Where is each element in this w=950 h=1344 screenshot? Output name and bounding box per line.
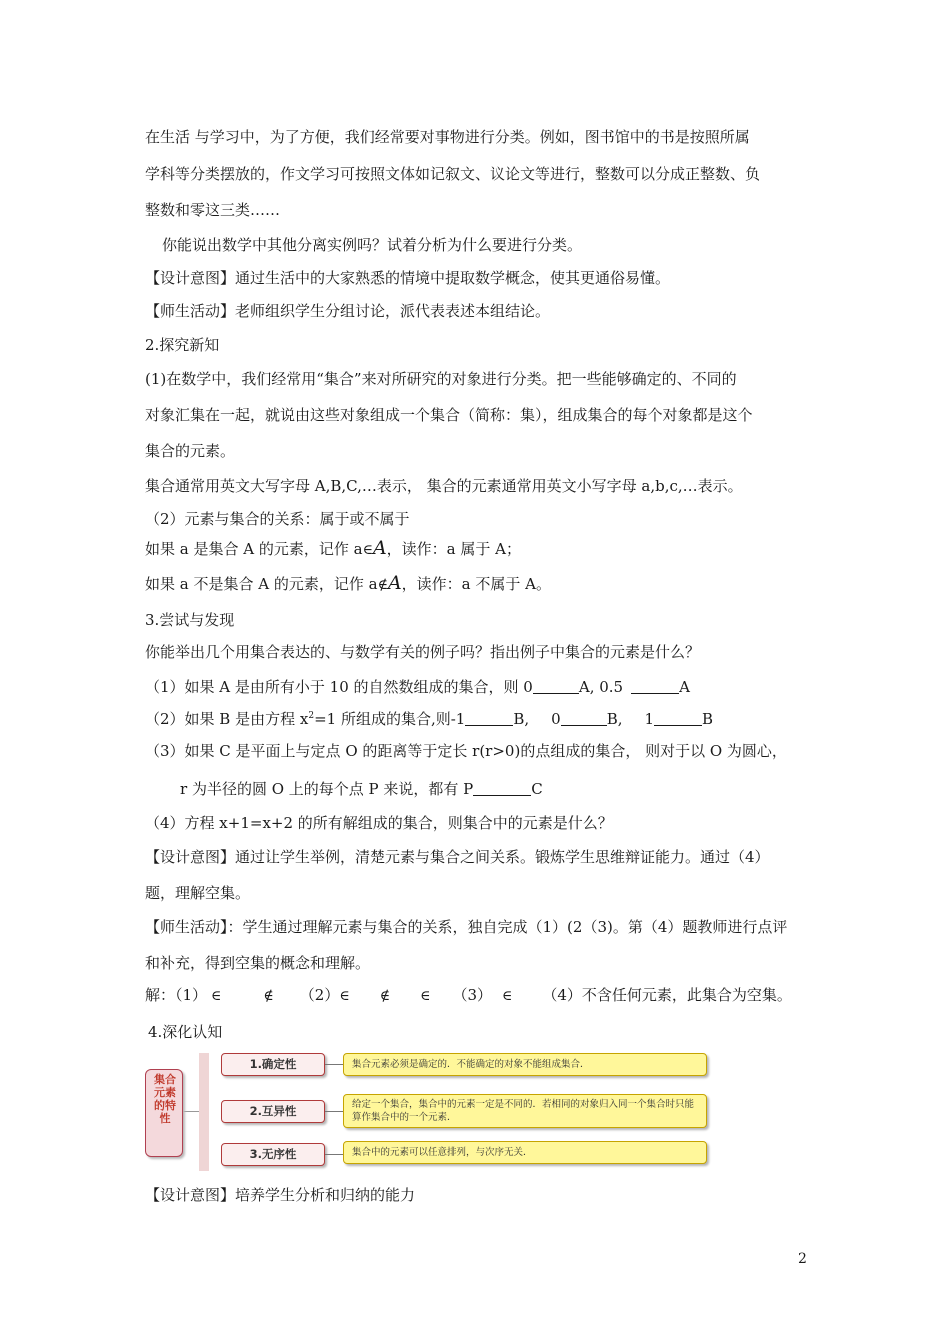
belong-read: ，读作：a 属于 A； — [386, 540, 521, 558]
property-connector-3 — [325, 1154, 343, 1155]
intro-design-intent: 【设计意图】通过生活中的大家熟悉的情境中提取数学概念，使其更通俗易懂。 — [145, 269, 671, 287]
q2-set-1: B, — [513, 710, 530, 728]
q1-blank-1[interactable] — [533, 679, 579, 694]
answer-4: （4）不含任何元素，此集合为空集。 — [542, 986, 792, 1004]
section3-question: 你能举出几个用集合表达的、与数学有关的例子吗？指出例子中集合的元素是什么？ — [145, 643, 701, 661]
page-number: 2 — [798, 1251, 807, 1267]
q1-mid: A, 0.5 — [578, 678, 624, 696]
property-connector-1 — [325, 1064, 343, 1065]
notbelong-line — [145, 573, 551, 595]
q2-text-2: =1 所组成的集合,则-1 — [314, 710, 466, 728]
intro-line-2: 学科等分类摆放的，作文学习可按照文体如记叙文、议论文等进行，整数可以分成正整数、负 — [145, 165, 761, 183]
diagram-vertical-bar — [199, 1053, 209, 1171]
q2-blank-2[interactable] — [561, 711, 607, 726]
question-1 — [145, 677, 690, 697]
answer-3-label: （3） — [452, 986, 493, 1004]
section2-heading: 2.探究新知 — [145, 336, 220, 354]
answer-3-belong: ∈ — [502, 988, 513, 1004]
property-label-determinate: 1.确定性 — [221, 1053, 325, 1076]
property-label-unordered: 3.无序性 — [221, 1143, 325, 1166]
answer-1-notbelong: ∉ — [263, 988, 274, 1004]
answer-prefix: 解：（1） — [145, 986, 208, 1004]
q2-blank-3[interactable] — [654, 711, 702, 726]
diagram-title: 集合元素的特性 — [154, 1073, 176, 1125]
section3-activity-line-2: 和补充，得到空集的概念和理解。 — [145, 954, 371, 972]
q2-set-2: B, — [606, 710, 623, 728]
q2-set-3: B — [702, 710, 714, 728]
notbelong-read: ，读作：a 不属于 A。 — [401, 575, 551, 593]
intro-question: 你能说出数学中其他分离实例吗？试着分析为什么要进行分类。 — [162, 236, 583, 254]
answer-2-belong-1: ∈ — [339, 988, 350, 1004]
section2-p2: （2）元素与集合的关系：属于或不属于 — [145, 510, 410, 528]
belong-line — [145, 538, 521, 560]
section3-design-line-1: 【设计意图】通过让学生举例，清楚元素与集合之间关系。锻炼学生思维辩证能力。通过（4） — [145, 848, 770, 866]
q3-text: r 为半径的圆 O 上的每个点 P 来说，都有 P — [180, 780, 474, 798]
section2-notation: 集合通常用英文大写字母 A,B,C,…表示， 集合的元素通常用英文小写字母 a,b,c,…表示。 — [145, 477, 743, 495]
property-desc-unordered: 集合中的元素可以任意排列，与次序无关． — [343, 1141, 707, 1164]
belong-symbol: ∈ — [362, 542, 373, 558]
property-label-distinct: 2.互异性 — [221, 1100, 325, 1123]
intro-line-1: 在生活 与学习中，为了方便，我们经常要对事物进行分类。例如，图书馆中的书是按照所属 — [145, 128, 750, 146]
notbelong-symbol: ∉ — [377, 577, 388, 593]
q2-blank-1[interactable] — [465, 711, 513, 726]
intro-activity: 【师生活动】老师组织学生分组讨论，派代表表述本组结论。 — [145, 302, 551, 320]
question-3-line-2 — [180, 779, 543, 799]
q3-end: C — [531, 780, 543, 798]
answer-1-belong: ∈ — [211, 988, 222, 1004]
q1-end: A — [679, 678, 690, 696]
set-properties-diagram — [141, 1053, 716, 1171]
question-4: （4）方程 x+1=x+2 的所有解组成的集合，则集合中的元素是什么？ — [145, 814, 613, 832]
property-desc-distinct: 给定一个集合，集合中的元素一定是不同的．若相同的对象归入同一个集合时只能算作集合中的一个元素． — [343, 1094, 707, 1128]
section3-activity-line-1: 【师生活动】：学生通过理解元素与集合的关系，独自完成（1）(2（3)。第（4）题教师进行点评 — [145, 918, 788, 936]
property-desc-determinate: 集合元素必须是确定的．不能确定的对象不能组成集合． — [343, 1053, 707, 1076]
diagram-connector — [181, 1111, 199, 1112]
answer-2-label: （2） — [299, 986, 340, 1004]
q2-zero: 0 — [551, 710, 561, 728]
q2-one: 1 — [644, 710, 655, 728]
q2-text: （2）如果 B 是由方程 x — [145, 710, 309, 728]
intro-line-3: 整数和零这三类…… — [145, 201, 281, 219]
answer-line — [145, 985, 792, 1006]
question-3-line-1: （3）如果 C 是平面上与定点 O 的距离等于定长 r(r>0)的点组成的集合， 则对于以 O 为圆心， — [145, 742, 787, 760]
question-2 — [145, 709, 713, 729]
notbelong-text: 如果 a 不是集合 A 的元素，记作 a — [145, 575, 378, 593]
q1-blank-2[interactable] — [631, 679, 679, 694]
answer-2-belong-2: ∈ — [420, 988, 431, 1004]
answer-2-notbelong: ∉ — [379, 988, 391, 1004]
section4-design-intent: 【设计意图】培养学生分析和归纳的能力 — [145, 1186, 416, 1204]
belong-set-a: A — [372, 537, 387, 559]
property-connector-2 — [325, 1111, 343, 1112]
notbelong-set-a: A — [387, 572, 402, 594]
section2-p1-line-3: 集合的元素。 — [145, 442, 236, 460]
section3-design-line-2: 题，理解空集。 — [145, 884, 251, 902]
q2-superscript: 2 — [308, 711, 315, 721]
q3-blank[interactable] — [473, 781, 531, 796]
section2-p1-line-1: (1)在数学中，我们经常用“集合”来对所研究的对象进行分类。把一些能够确定的、不同的 — [145, 370, 737, 388]
diagram-title-box — [145, 1069, 183, 1157]
section3-heading: 3.尝试与发现 — [145, 611, 235, 629]
q1-text: （1）如果 A 是由所有小于 10 的自然数组成的集合，则 0 — [145, 678, 533, 696]
belong-text: 如果 a 是集合 A 的元素，记作 a — [145, 540, 363, 558]
section4-heading: 4.深化认知 — [148, 1023, 223, 1041]
section2-p1-line-2: 对象汇集在一起，就说由这些对象组成一个集合（简称：集），组成集合的每个对象都是这个 — [145, 406, 753, 424]
